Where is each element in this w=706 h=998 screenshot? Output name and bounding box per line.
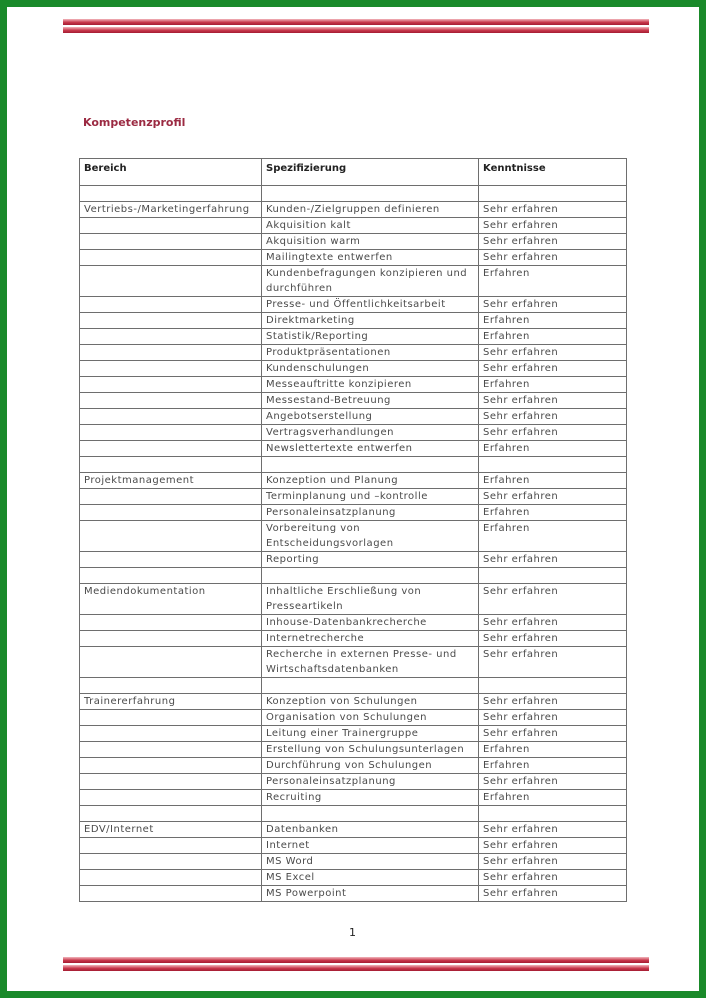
table-row [80, 202, 627, 218]
skill-level-cell: Sehr erfahren [479, 489, 627, 505]
empty-cell [479, 457, 627, 473]
specification-cell: MS Word [262, 854, 479, 870]
skill-level-cell: Sehr erfahren [479, 631, 627, 647]
area-cell [80, 774, 262, 790]
skill-level-cell: Erfahren [479, 742, 627, 758]
area-cell [80, 631, 262, 647]
table-row [80, 377, 627, 393]
specification-cell: Kundenschulungen [262, 361, 479, 377]
column-header-area: Bereich [80, 159, 262, 186]
table-row [80, 425, 627, 441]
table-row [80, 329, 627, 345]
specification-cell: Mailingtexte entwerfen [262, 250, 479, 266]
specification-cell: Statistik/Reporting [262, 329, 479, 345]
table-row [80, 505, 627, 521]
specification-cell: Messeauftritte konzipieren [262, 377, 479, 393]
table-row [80, 584, 627, 615]
table-row [80, 250, 627, 266]
skill-level-cell: Sehr erfahren [479, 234, 627, 250]
spacer-row [80, 186, 627, 202]
area-cell: Projektmanagement [80, 473, 262, 489]
area-cell [80, 838, 262, 854]
empty-cell [80, 678, 262, 694]
specification-cell: Reporting [262, 552, 479, 568]
table-row [80, 710, 627, 726]
table-row [80, 615, 627, 631]
area-cell [80, 313, 262, 329]
skill-level-cell: Sehr erfahren [479, 218, 627, 234]
area-cell [80, 505, 262, 521]
area-cell [80, 886, 262, 902]
skill-level-cell: Erfahren [479, 329, 627, 345]
skill-level-cell: Sehr erfahren [479, 297, 627, 313]
area-cell [80, 870, 262, 886]
table-row [80, 774, 627, 790]
specification-cell: Durchführung von Schulungen [262, 758, 479, 774]
area-cell [80, 329, 262, 345]
area-cell [80, 345, 262, 361]
skill-level-cell: Erfahren [479, 266, 627, 297]
area-cell [80, 854, 262, 870]
table-row [80, 218, 627, 234]
specification-cell: MS Excel [262, 870, 479, 886]
specification-cell: Messestand-Betreuung [262, 393, 479, 409]
skill-level-cell: Erfahren [479, 377, 627, 393]
specification-cell: Angebotserstellung [262, 409, 479, 425]
skill-level-cell: Sehr erfahren [479, 822, 627, 838]
table-row [80, 631, 627, 647]
specification-cell: Personaleinsatzplanung [262, 505, 479, 521]
area-cell [80, 218, 262, 234]
empty-cell [262, 568, 479, 584]
specification-cell: Akquisition warm [262, 234, 479, 250]
table-row [80, 694, 627, 710]
skill-level-cell: Erfahren [479, 758, 627, 774]
area-cell: EDV/Internet [80, 822, 262, 838]
empty-cell [479, 186, 627, 202]
skill-level-cell: Sehr erfahren [479, 552, 627, 568]
specification-cell: Konzeption und Planung [262, 473, 479, 489]
area-cell: Vertriebs-/Marketingerfahrung [80, 202, 262, 218]
table-row [80, 742, 627, 758]
specification-cell: Erstellung von Schulungsunterlagen [262, 742, 479, 758]
page-number: 1 [349, 926, 356, 939]
table-row [80, 234, 627, 250]
area-cell [80, 266, 262, 297]
specification-cell: Terminplanung und –kontrolle [262, 489, 479, 505]
empty-cell [479, 568, 627, 584]
skill-level-cell: Sehr erfahren [479, 425, 627, 441]
area-cell [80, 234, 262, 250]
area-cell [80, 758, 262, 774]
area-cell [80, 742, 262, 758]
area-cell [80, 441, 262, 457]
area-cell [80, 409, 262, 425]
table-row [80, 441, 627, 457]
empty-cell [262, 806, 479, 822]
empty-cell [80, 186, 262, 202]
specification-cell: Organisation von Schulungen [262, 710, 479, 726]
skill-level-cell: Sehr erfahren [479, 615, 627, 631]
table-row [80, 726, 627, 742]
specification-cell: Personaleinsatzplanung [262, 774, 479, 790]
table-row [80, 521, 627, 552]
skill-level-cell: Sehr erfahren [479, 584, 627, 615]
area-cell [80, 297, 262, 313]
table-row [80, 393, 627, 409]
area-cell [80, 726, 262, 742]
table-row [80, 409, 627, 425]
table-row [80, 473, 627, 489]
specification-cell: Newslettertexte entwerfen [262, 441, 479, 457]
specification-cell: Internetrecherche [262, 631, 479, 647]
table-row [80, 886, 627, 902]
table-row [80, 313, 627, 329]
table-row [80, 266, 627, 297]
table-header-row [80, 159, 627, 186]
table-row [80, 790, 627, 806]
area-cell [80, 377, 262, 393]
spacer-row [80, 457, 627, 473]
empty-cell [262, 186, 479, 202]
table-row [80, 647, 627, 678]
spacer-row [80, 568, 627, 584]
empty-cell [479, 806, 627, 822]
empty-cell [262, 678, 479, 694]
specification-cell: Vertragsverhandlungen [262, 425, 479, 441]
area-cell [80, 361, 262, 377]
area-cell [80, 425, 262, 441]
table-row [80, 297, 627, 313]
skill-level-cell: Sehr erfahren [479, 393, 627, 409]
empty-cell [80, 806, 262, 822]
specification-cell: Inhaltliche Erschließung von Presseartikeln [262, 584, 479, 615]
area-cell [80, 615, 262, 631]
area-cell [80, 521, 262, 552]
skill-level-cell: Erfahren [479, 505, 627, 521]
specification-cell: Recruiting [262, 790, 479, 806]
skill-level-cell: Sehr erfahren [479, 361, 627, 377]
empty-cell [479, 678, 627, 694]
footer-decoration-band [63, 957, 649, 971]
specification-cell: Inhouse-Datenbankrecherche [262, 615, 479, 631]
skill-level-cell: Sehr erfahren [479, 202, 627, 218]
area-cell [80, 790, 262, 806]
specification-cell: Kunden-/Zielgruppen definieren [262, 202, 479, 218]
empty-cell [80, 457, 262, 473]
skill-level-cell: Erfahren [479, 473, 627, 489]
area-cell [80, 552, 262, 568]
skill-level-cell: Sehr erfahren [479, 726, 627, 742]
page-title: Kompetenzprofil [83, 116, 186, 129]
area-cell [80, 489, 262, 505]
table-row [80, 838, 627, 854]
specification-cell: Leitung einer Trainergruppe [262, 726, 479, 742]
area-cell: Mediendokumentation [80, 584, 262, 615]
skill-level-cell: Sehr erfahren [479, 250, 627, 266]
skill-level-cell: Sehr erfahren [479, 409, 627, 425]
column-header-specification: Spezifizierung [262, 159, 479, 186]
skill-level-cell: Sehr erfahren [479, 694, 627, 710]
table-row [80, 361, 627, 377]
skill-level-cell: Erfahren [479, 441, 627, 457]
specification-cell: Produktpräsentationen [262, 345, 479, 361]
spacer-row [80, 806, 627, 822]
table-row [80, 870, 627, 886]
area-cell [80, 647, 262, 678]
table-row [80, 552, 627, 568]
skill-level-cell: Sehr erfahren [479, 886, 627, 902]
area-cell [80, 710, 262, 726]
skill-level-cell: Erfahren [479, 313, 627, 329]
specification-cell: Vorbereitung von Entscheidungsvorlagen [262, 521, 479, 552]
column-header-skill-level: Kenntnisse [479, 159, 627, 186]
specification-cell: MS Powerpoint [262, 886, 479, 902]
table-row [80, 822, 627, 838]
skill-level-cell: Sehr erfahren [479, 870, 627, 886]
skill-level-cell: Sehr erfahren [479, 710, 627, 726]
area-cell [80, 393, 262, 409]
spacer-row [80, 678, 627, 694]
table-row [80, 345, 627, 361]
specification-cell: Recherche in externen Presse- und Wirtschaftsdatenbanken [262, 647, 479, 678]
skill-level-cell: Sehr erfahren [479, 345, 627, 361]
specification-cell: Internet [262, 838, 479, 854]
skill-level-cell: Erfahren [479, 521, 627, 552]
specification-cell: Direktmarketing [262, 313, 479, 329]
skill-level-cell: Sehr erfahren [479, 838, 627, 854]
area-cell [80, 250, 262, 266]
skill-level-cell: Sehr erfahren [479, 774, 627, 790]
specification-cell: Kundenbefragungen konzipieren und durchführen [262, 266, 479, 297]
area-cell: Trainererfahrung [80, 694, 262, 710]
empty-cell [80, 568, 262, 584]
specification-cell: Konzeption von Schulungen [262, 694, 479, 710]
skill-level-cell: Sehr erfahren [479, 647, 627, 678]
specification-cell: Presse- und Öffentlichkeitsarbeit [262, 297, 479, 313]
specification-cell: Datenbanken [262, 822, 479, 838]
table-row [80, 758, 627, 774]
skill-level-cell: Sehr erfahren [479, 854, 627, 870]
table-row [80, 489, 627, 505]
skill-level-cell: Erfahren [479, 790, 627, 806]
table-row [80, 854, 627, 870]
competence-table [79, 158, 627, 902]
header-decoration-band [63, 19, 649, 33]
specification-cell: Akquisition kalt [262, 218, 479, 234]
empty-cell [262, 457, 479, 473]
